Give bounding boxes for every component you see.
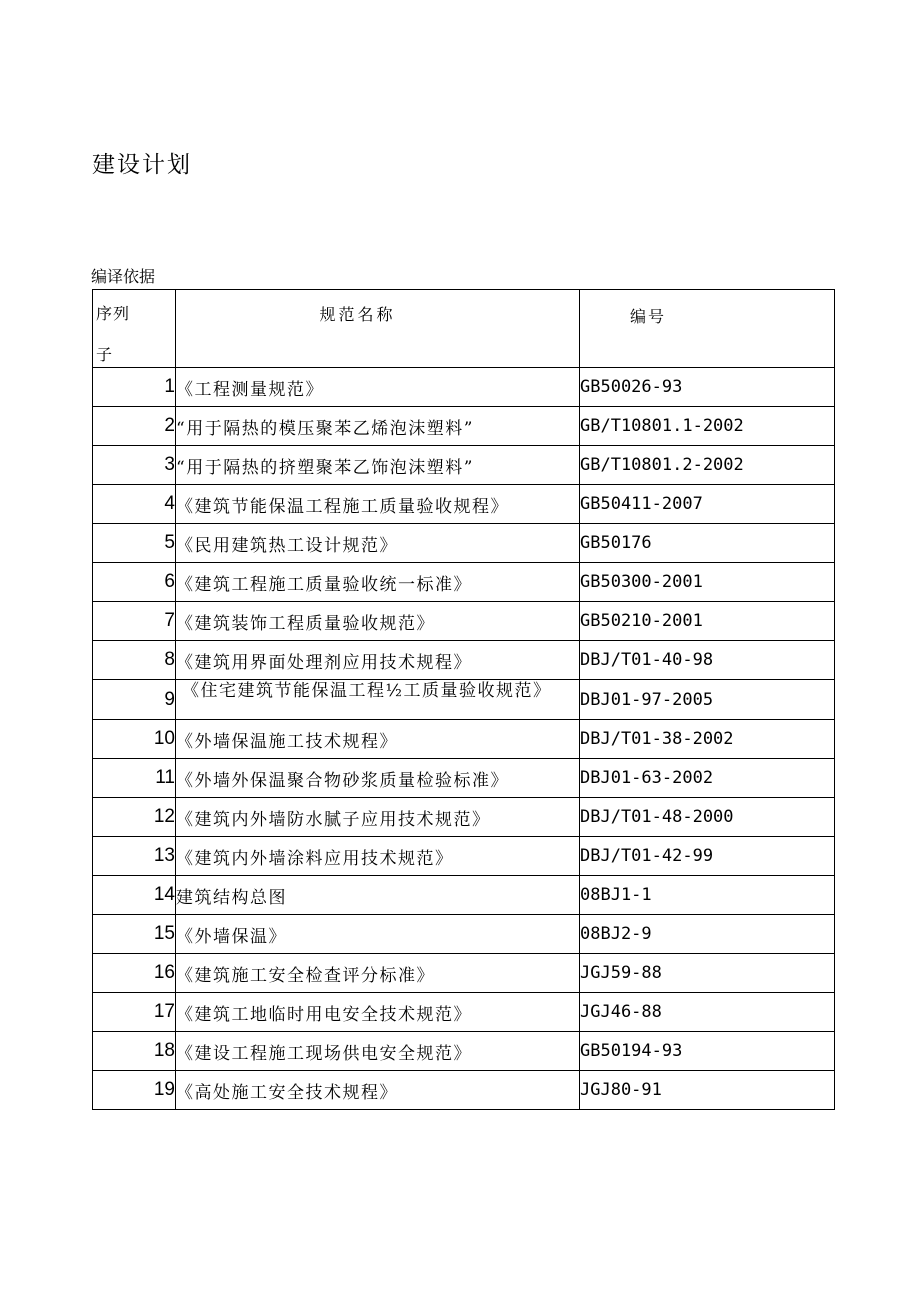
row-serial-number: 6 [93,563,176,602]
row-serial-number: 15 [93,915,176,954]
header-serial-number [93,290,176,368]
row-spec-code: GB/T10801.2-2002 [580,446,835,485]
row-spec-name: 《建筑用界面处理剂应用技术规程》 [176,641,580,680]
row-spec-code: DBJ/T01-42-99 [580,837,835,876]
header-code [580,290,835,368]
row-spec-code: GB50210-2001 [580,602,835,641]
table-row [93,720,835,759]
table-row [93,993,835,1032]
row-spec-code: JGJ80-91 [580,1071,835,1110]
row-spec-code: GB50026-93 [580,368,835,407]
row-spec-name: 《建筑装饰工程质量验收规范》 [176,602,580,641]
row-spec-name: “用于隔热的模压聚苯乙烯泡沫塑料” [176,407,580,446]
row-serial-number: 14 [93,876,176,915]
table-row [93,680,835,720]
row-serial-number: 17 [93,993,176,1032]
table-row [93,954,835,993]
row-spec-name: 《外墙保温》 [176,915,580,954]
table-row [93,602,835,641]
row-spec-code: GB50194-93 [580,1032,835,1071]
row-spec-name: 《建筑内外墙涂料应用技术规范》 [176,837,580,876]
row-serial-number: 4 [93,485,176,524]
row-spec-code: DBJ/T01-48-2000 [580,798,835,837]
row-serial-number: 8 [93,641,176,680]
row-spec-name: 《建筑工程施工质量验收统一标准》 [176,563,580,602]
row-spec-name: 《建筑内外墙防水腻子应用技术规范》 [176,798,580,837]
table-row [93,563,835,602]
table-row [93,759,835,798]
row-spec-name: 《建设工程施工现场供电安全规范》 [176,1032,580,1071]
specification-table [92,289,835,1110]
table-row [93,1032,835,1071]
row-spec-code: DBJ01-97-2005 [580,680,835,720]
row-spec-name: 《建筑施工安全检查评分标准》 [176,954,580,993]
row-spec-code: DBJ01-63-2002 [580,759,835,798]
table-row [93,915,835,954]
row-spec-name: 《工程测量规范》 [176,368,580,407]
row-serial-number: 16 [93,954,176,993]
table-row [93,368,835,407]
row-spec-name: “用于隔热的挤塑聚苯乙饰泡沫塑料” [176,446,580,485]
table-row [93,524,835,563]
table-row [93,876,835,915]
row-spec-code: 08BJ1-1 [580,876,835,915]
row-serial-number: 2 [93,407,176,446]
row-spec-code: GB50300-2001 [580,563,835,602]
row-spec-code: GB50176 [580,524,835,563]
row-spec-code: JGJ59-88 [580,954,835,993]
table-row [93,446,835,485]
row-serial-number: 5 [93,524,176,563]
row-spec-code: DBJ/T01-38-2002 [580,720,835,759]
row-spec-code: DBJ/T01-40-98 [580,641,835,680]
table-row [93,1071,835,1110]
row-spec-name: 《高处施工安全技术规程》 [176,1071,580,1110]
row-spec-code: 08BJ2-9 [580,915,835,954]
row-spec-code: JGJ46-88 [580,993,835,1032]
table-row [93,485,835,524]
row-serial-number: 1 [93,368,176,407]
row-spec-name: 《外墙外保温聚合物砂浆质量检验标准》 [176,759,580,798]
row-spec-name: 建筑结构总图 [176,876,580,915]
row-spec-name: 《建筑节能保温工程施工质量验收规程》 [176,485,580,524]
table-body [93,368,835,1110]
document-title: 建设计划 [92,152,192,178]
row-serial-number: 12 [93,798,176,837]
row-serial-number: 18 [93,1032,176,1071]
row-serial-number: 19 [93,1071,176,1110]
row-spec-name: 《外墙保温施工技术规程》 [176,720,580,759]
row-spec-name-text: 《住宅建筑节能保温工程½工质量验收规范》 [182,681,552,701]
table-row [93,407,835,446]
table-row [93,837,835,876]
row-spec-code: GB50411-2007 [580,485,835,524]
row-serial-number: 13 [93,837,176,876]
header-serial-number-line1: 序列 [96,304,131,323]
row-spec-name: 《建筑工地临时用电安全技术规范》 [176,993,580,1032]
table-row [93,798,835,837]
table-header-row [93,290,835,368]
row-serial-number: 7 [93,602,176,641]
row-serial-number: 9 [93,680,176,720]
row-spec-name: 《民用建筑热工设计规范》 [176,524,580,563]
header-code-label: 编号 [630,307,667,326]
table-row [93,641,835,680]
row-spec-code: GB/T10801.1-2002 [580,407,835,446]
header-serial-number-line2: 子 [96,345,113,364]
section-heading: 编译依据 [91,267,156,286]
row-serial-number: 10 [93,720,176,759]
header-spec-name [176,290,580,368]
row-serial-number: 11 [93,759,176,798]
row-spec-name [176,680,580,720]
row-serial-number: 3 [93,446,176,485]
header-spec-name-label: 规范名称 [319,305,396,324]
